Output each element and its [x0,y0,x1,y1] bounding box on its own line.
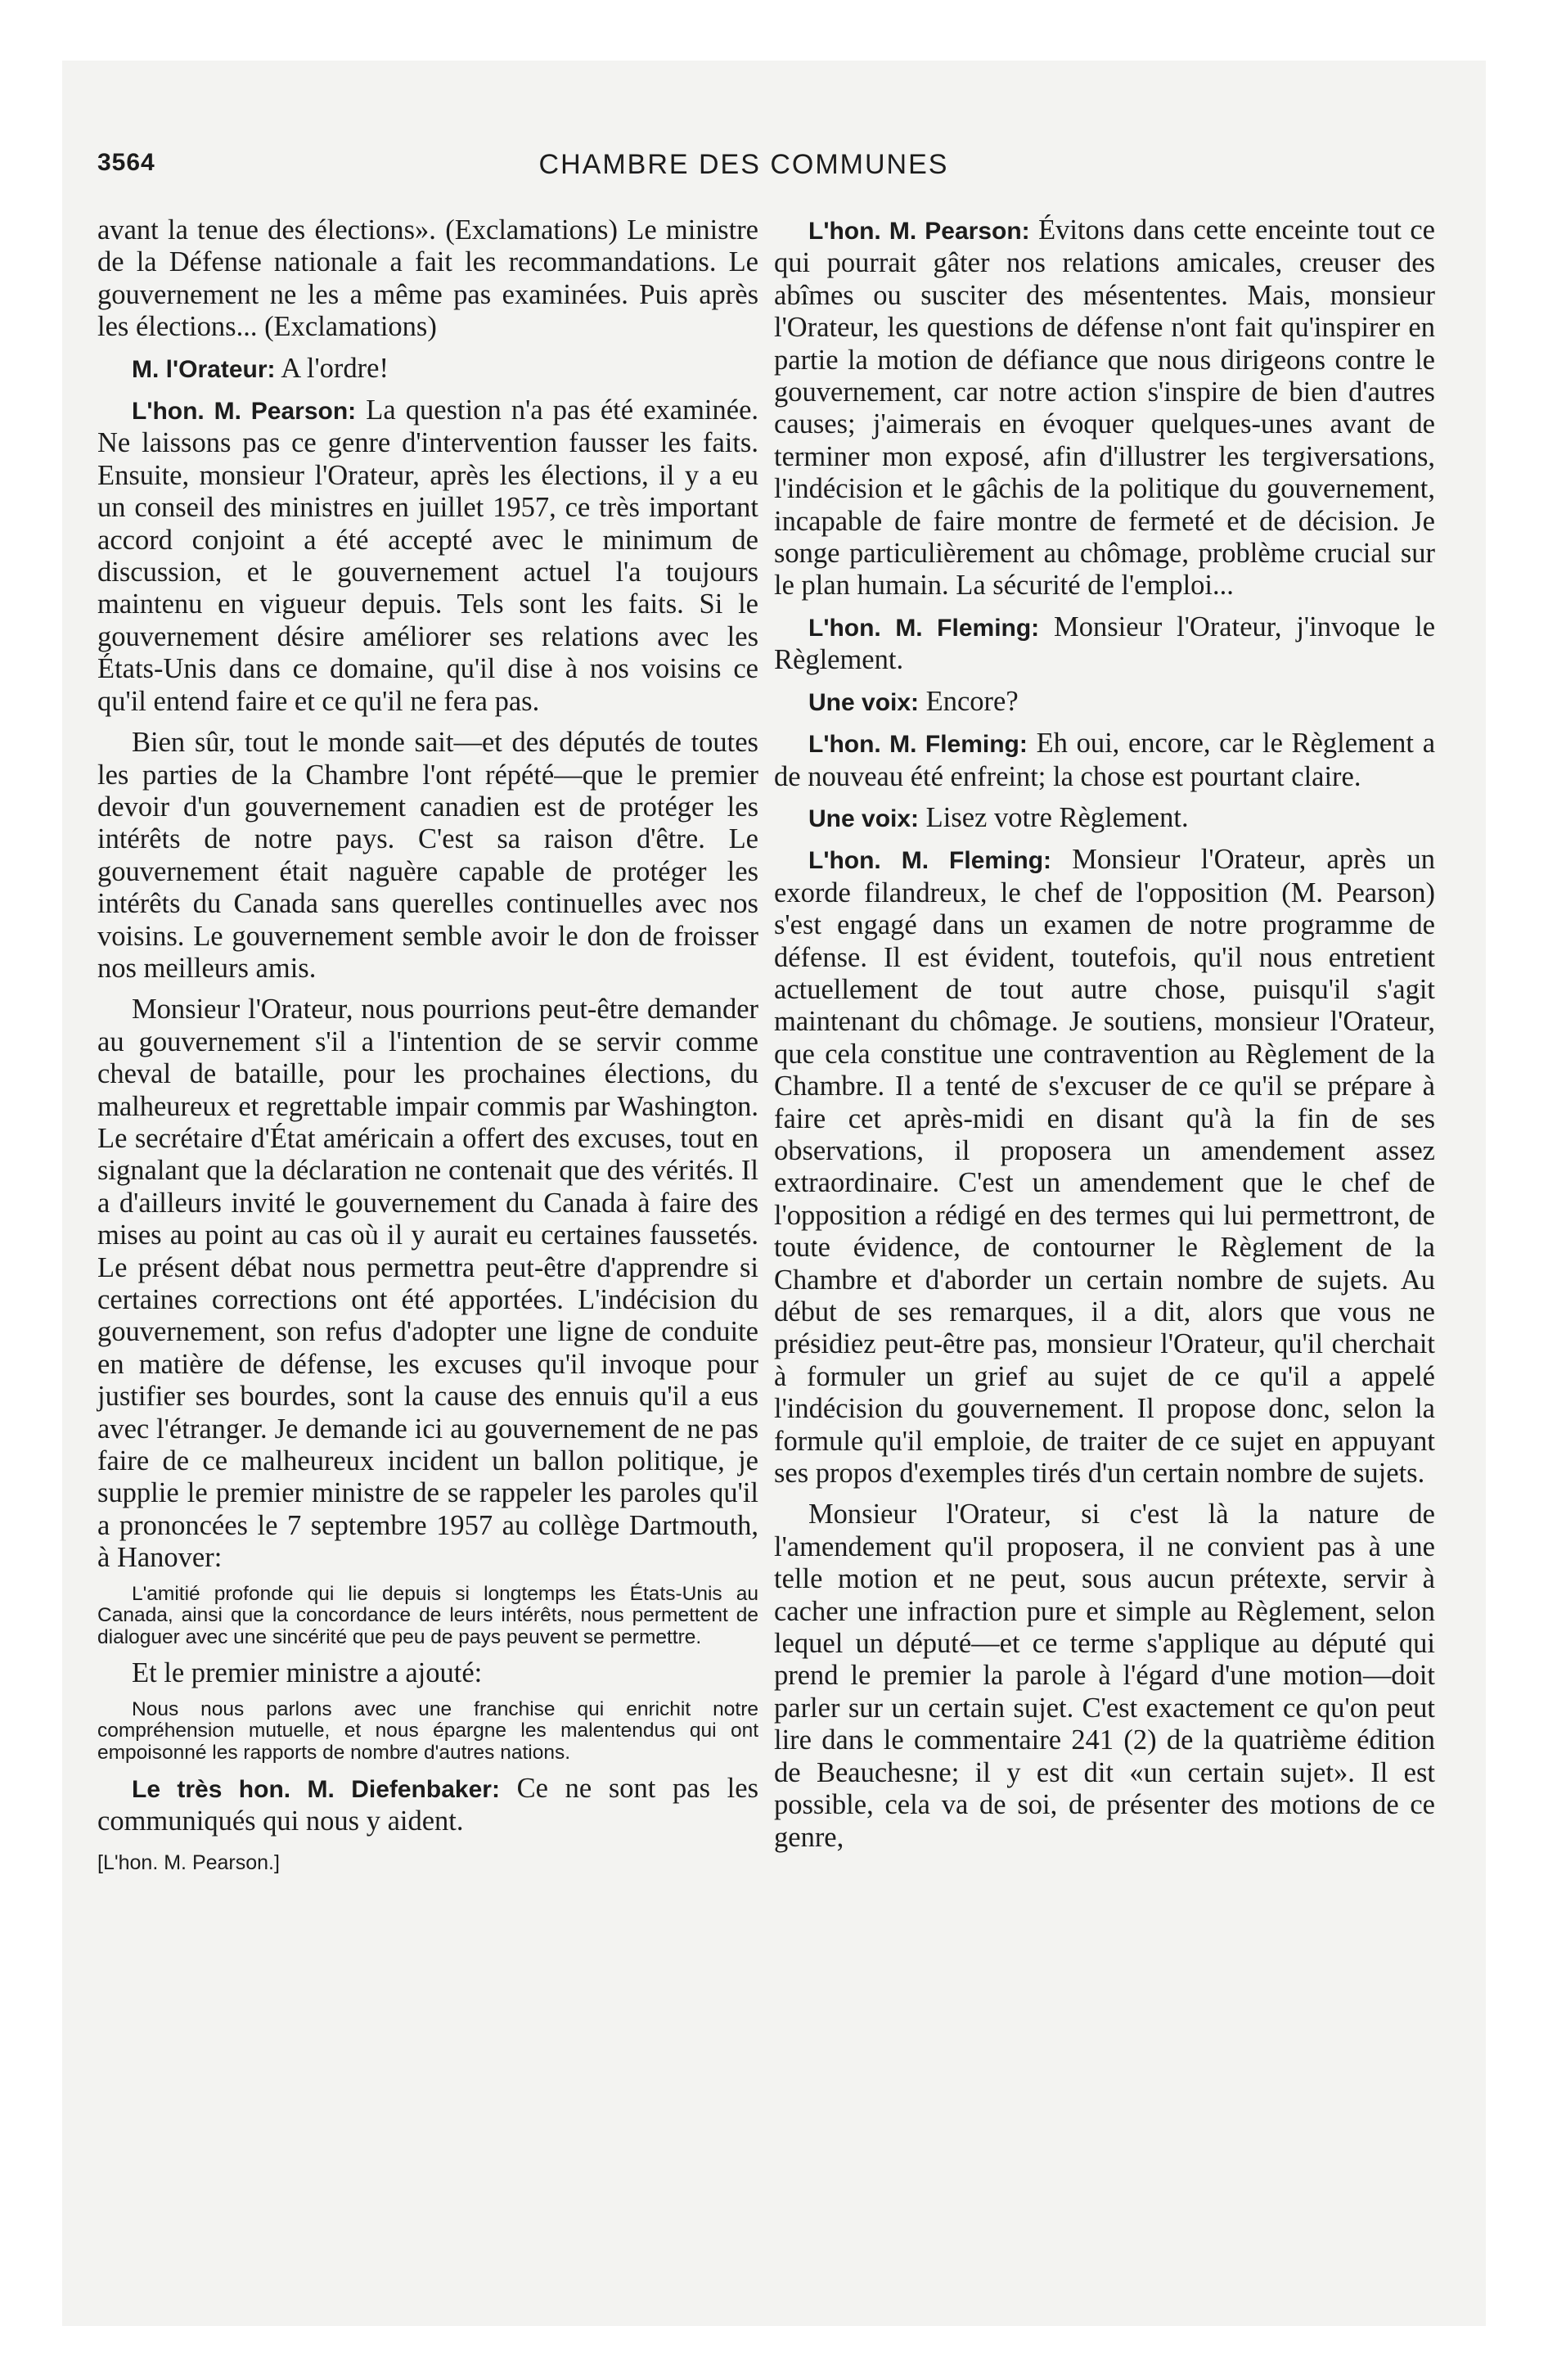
speaker-name: L'hon. M. Fleming: [808,847,1052,875]
page-title: CHAMBRE DES COMMUNES [538,149,949,180]
page-number: 3564 [97,149,155,176]
running-head [97,149,1390,198]
left-column [97,214,758,1888]
paragraph: Et le premier ministre a ajouté: [132,1657,483,1689]
speaker-name: Une voix: [808,688,920,716]
speech-text: Évitons dans cette enceinte tout ce qui pourrait gâter nos relations amicales, creuser des abîmes ou susciter des mésententes. Mais, monsieur l'Orateur, les questions de défense n'ont fait qu'inspirer en partie la motion de défiance que nous dirigeons contre le gouvernement, car notre action s'inspire de bien d'autres causes; j'aimerais en évoquer quelques-unes avant de terminer mon exposé, afin d'illustrer les tergiversations, l'indécision et le gâchis de la politique du gouvernement, incapable de faire montre de fermeté et de décision. Je songe particulièrement au chômage, problème crucial sur le plan humain. La sécurité de l'emploi... [774,214,1435,602]
speech-text: La question n'a pas été examinée. Ne laissons pas ce genre d'intervention fausser les faits. Ensuite, monsieur l'Orateur, après les élections, il y a eu un conseil des ministres en juillet 1957, ce très important accord conjoint a été accepté avec le minimum de discussion, et le gouvernement actuel l'a toujours maintenu en vigueur depuis. Tels sont les faits. Si le gouvernement désire améliorer ses relations avec les États-Unis dans ce domaine, qu'il dise à nos voisins ce qu'il entend faire et ce qu'il ne fera pas. [97,394,759,717]
speaker-continuation-marker: [L'hon. M. Pearson.] [97,1850,280,1874]
speaker-name: L'hon. M. Fleming: [808,731,1028,759]
speech-text: Monsieur l'Orateur, après un exorde filandreux, le chef de l'opposition (M. Pearson) s'est engagé dans un examen de notre programme de défense. Il est évident, toutefois, qu'il nous entretient actuellement de tout autre chose, puisqu'il s'agit maintenant du chômage. Je soutiens, monsieur l'Orateur, que cela constitue une contravention au Règlement de la Chambre. Il a tenté de s'excuser de ce qu'il se prépare à faire cet après-midi en disant qu'à la fin de ses observations, il proposera un amendement assez extraordinaire. C'est un amendement que le chef de l'opposition a rédigé en des termes qui lui permettront, de toute évidence, de contourner le Règlement de la Chambre et d'aborder un certain nombre de sujets. Au début de ses remarques, il a dit, alors que vous ne présidiez peut-être pas, monsieur l'Orateur, qu'il cherchait à formuler un grief au sujet de ce qu'il a appelé l'indécision du gouvernement. Il propose donc, selon la formule qu'il emploie, de traiter de ce sujet en appuyant ses propos d'exemples tirés d'un certain nombre de sujets. [774,844,1435,1490]
speech-text: Ce ne sont pas les communiqués qui nous y aident. [97,1773,759,1837]
paragraph: Monsieur l'Orateur, nous pourrions peut-être demander au gouvernement s'il a l'intention de se servir comme cheval de bataille, pour les prochaines élections, du malheureux et regrettable impair commis par Washington. Le secrétaire d'État américain a offert des excuses, tout en signalant que la déclaration ne contenait que des vérités. Il a d'ailleurs invité le gouvernement du Canada à faire des mises au point au cas où il y aurait eu certaines faussetés. Le présent débat nous permettra peut-être d'apprendre si certaines corrections ont été apportées. L'indécision du gouvernement, son refus d'adopter une ligne de conduite en matière de défense, les excuses qu'il invoque pour justifier ses bourdes, sont la cause des ennuis qu'il a eus avec l'étranger. Je demande ici au gouvernement de ne pas faire de ce malheureux incident un ballon politique, je supplie le premier ministre de se rappeler les paroles qu'il a prononcées le 7 septembre 1957 au collège Dartmouth, à Hanover: [97,994,758,1574]
speech-text: Eh oui, encore, car le Règlement a de nouveau été enfreint; la chose est pourtant claire. [774,728,1436,792]
speaker-name: L'hon. M. Fleming: [808,614,1040,642]
speech-paragraph [774,844,1435,1490]
right-column [774,214,1435,1863]
speech-paragraph [774,802,1435,835]
speech-text: Monsieur l'Orateur, j'invoque le Règlement. [774,611,1436,676]
speech-paragraph [97,1773,758,1838]
speaker-name: Une voix: [808,805,920,832]
speaker-name: L'hon. M. Pearson: [132,398,357,426]
speech-paragraph [97,394,758,718]
speech-text: A l'ordre! [281,352,389,384]
speech-text: Lisez votre Règlement. [925,801,1189,833]
speech-paragraph [97,353,758,385]
speech-paragraph [774,686,1435,719]
paragraph: Bien sûr, tout le monde sait—et des députés de toutes les parties de la Chambre l'ont répété—que le premier devoir d'un gouvernement canadien est de protéger les intérêts de notre pays. C'est sa raison d'être. Le gouvernement était naguère capable de protéger les intérêts du Canada sans querelles continuelles avec nos voisins. Le gouvernement semble avoir le don de froisser nos meilleurs amis. [97,727,758,984]
block-quote: L'amitié profonde qui lie depuis si longtemps les États-Unis au Canada, ainsi que la concordance de leurs intérêts, nous permettent de dialoguer avec une sincérité que peu de pays peuvent se permettre. [97,1582,758,1648]
speech-text: Encore? [925,685,1019,717]
speaker-name: M. l'Orateur: [132,355,276,383]
speech-paragraph [774,611,1435,677]
continued-paragraph: avant la tenue des élections». (Exclamations) Le ministre de la Défense nationale a fait les recommandations. Le gouvernement ne les a même pas examinées. Puis après les élections... (Exclamations) [97,214,758,343]
speaker-name: L'hon. M. Pearson: [808,218,1030,245]
speech-paragraph [774,214,1435,602]
paragraph: Monsieur l'Orateur, si c'est là la nature de l'amendement qu'il proposera, il ne convient pas à une telle motion et ne peut, sous aucun prétexte, servir à cacher une infraction pure et simple au Règlement, selon lequel un député—et ce terme s'applique au député qui prend le premier la parole à l'égard d'une motion—doit parler sur un certain sujet. C'est exactement ce qu'on peut lire dans le commentaire 241 (2) de la quatrième édition de Beauchesne; il y est dit «un certain sujet». Il est possible, cela va de soi, de présenter des motions de ce genre, [774,1499,1435,1853]
speaker-name: Le très hon. M. Diefenbaker: [132,1776,500,1804]
speech-paragraph [774,728,1435,793]
block-quote: Nous nous parlons avec une franchise qui enrichit notre compréhension mutuelle, et nous épargne les malentendus qui ont empoisonné les rapports de nombre d'autres nations. [97,1697,758,1764]
